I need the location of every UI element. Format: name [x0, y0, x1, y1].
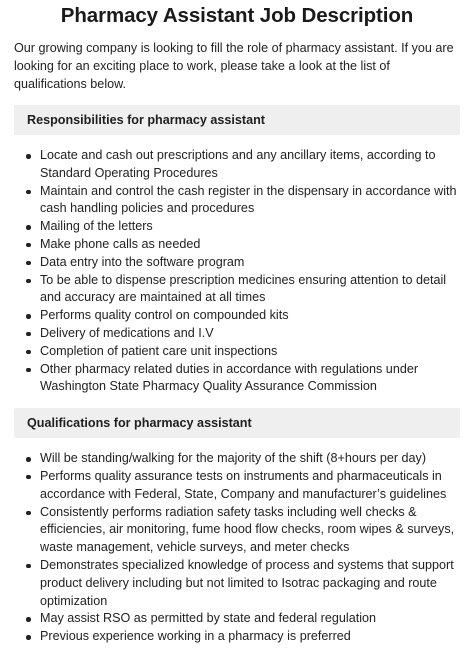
- list-item: [40, 307, 460, 325]
- intro-paragraph: Our growing company is looking to fill the role of pharmacy assistant. If you are looking for an exciting place to work, please take a look at the list of qualifications below.: [14, 41, 454, 91]
- bullet-icon: [26, 279, 31, 284]
- bullet-icon: [26, 314, 31, 319]
- list-item-text: Mailing of the letters: [40, 219, 153, 234]
- bullet-icon: [26, 154, 31, 159]
- list-item-text: To be able to dispense prescription medicines ensuring attention to detail and accuracy are maintained at all times: [40, 272, 447, 305]
- list-item: [40, 183, 460, 219]
- list-item: [40, 236, 460, 254]
- list-item-text: Consistently performs radiation safety tasks including well checks & efficiencies, air monitoring, fume hood flow checks, room wipes & surveys, waste management, vehicle surveys, and meter checks: [40, 504, 455, 555]
- bullet-icon: [26, 368, 31, 373]
- list-item: [40, 325, 460, 343]
- list-item: [40, 147, 460, 183]
- bullet-icon: [26, 261, 31, 266]
- list-item: [40, 610, 460, 628]
- list-item: [40, 557, 460, 610]
- bullet-icon: [26, 332, 31, 337]
- list-item-text: May assist RSO as permitted by state and federal regulation: [40, 611, 376, 626]
- list-item: [40, 272, 460, 308]
- list-item-text: Make phone calls as needed: [40, 236, 201, 251]
- list-item-text: Performs quality assurance tests on instruments and pharmaceuticals in accordance with Federal, State, Company and manufacturer’s guidelines: [40, 468, 447, 501]
- list-item: [40, 343, 460, 361]
- list-item-text: Locate and cash out prescriptions and any ancillary items, according to Standard Operating Procedures: [40, 148, 436, 180]
- list-item: [40, 628, 460, 646]
- list-item: [40, 468, 460, 504]
- qualifications-list: [14, 450, 460, 646]
- list-item-text: Performs quality control on compounded kits: [40, 308, 289, 323]
- bullet-icon: [26, 617, 31, 622]
- bullet-icon: [26, 635, 31, 640]
- list-item: [40, 450, 460, 468]
- list-item: [40, 254, 460, 272]
- bullet-icon: [26, 457, 31, 462]
- list-item-text: Maintain and control the cash register in the dispensary in accordance with cash handling policies and procedures: [40, 183, 457, 216]
- bullet-icon: [26, 225, 31, 230]
- bullet-icon: [26, 511, 31, 516]
- bullet-icon: [26, 350, 31, 355]
- responsibilities-heading: Responsibilities for pharmacy assistant: [14, 105, 460, 135]
- list-item-text: Demonstrates specialized knowledge of process and systems that support product delivery including but not limited to Isotrac packaging and route optimization: [40, 557, 454, 608]
- bullet-icon: [26, 564, 31, 569]
- responsibilities-list: [14, 147, 460, 396]
- list-item-text: Data entry into the software program: [40, 254, 245, 269]
- qualifications-heading: Qualifications for pharmacy assistant: [14, 408, 460, 438]
- list-item-text: Completion of patient care unit inspections: [40, 343, 278, 358]
- page-title: Pharmacy Assistant Job Description: [60, 4, 414, 27]
- list-item-text: Other pharmacy related duties in accordance with regulations under Washington State Pharmacy Quality Assurance Commission: [40, 361, 419, 394]
- list-item: [40, 361, 460, 397]
- list-item: [40, 218, 460, 236]
- list-item-text: Delivery of medications and I.V: [40, 325, 214, 340]
- bullet-icon: [26, 243, 31, 248]
- bullet-icon: [26, 475, 31, 480]
- list-item-text: Will be standing/walking for the majority of the shift (8+hours per day): [40, 451, 427, 466]
- list-item-text: Previous experience working in a pharmacy is preferred: [40, 629, 351, 644]
- bullet-icon: [26, 190, 31, 195]
- list-item: [40, 504, 460, 557]
